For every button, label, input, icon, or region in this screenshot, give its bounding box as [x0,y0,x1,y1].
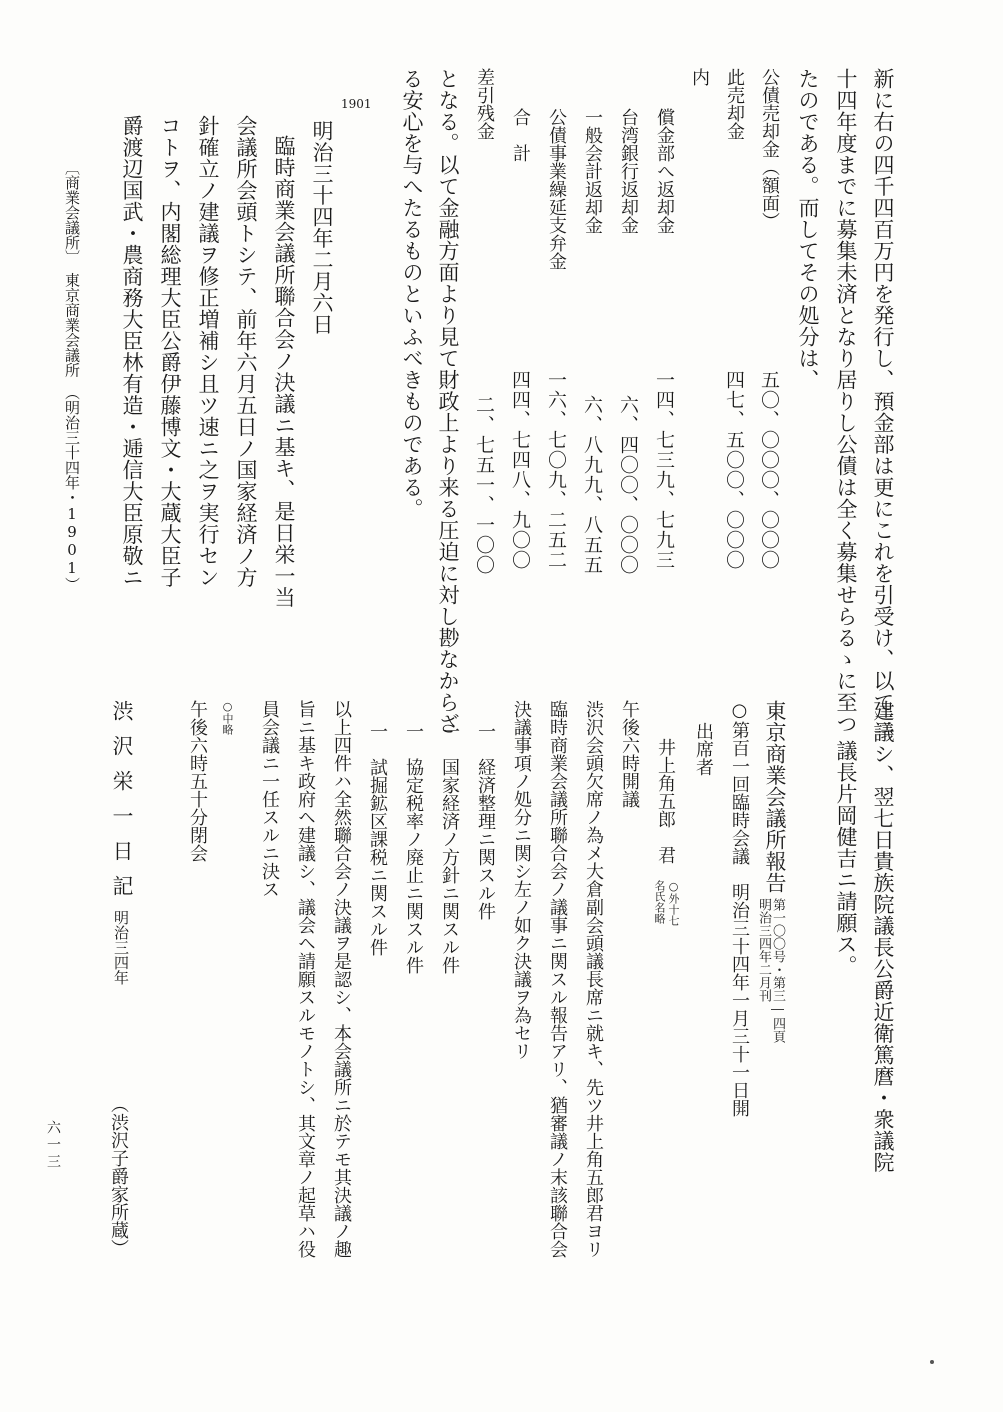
sale-price-amount: 四七、五〇〇、〇〇〇 [723,370,745,570]
diary-year: 明治三四年 [112,910,130,985]
ink-speck [930,1360,934,1364]
minutes-line: 渋沢会頭欠席ノ為メ大倉副会頭議長席ニ就キ、先ツ井上角五郎君ヨリ [583,700,604,1258]
item-amount: 六、四〇〇、〇〇〇 [617,395,639,575]
decision-line: 旨ニ基キ政府ヘ建議シ、議会ヘ請願スルモノトシ、其文章ノ起草ハ役 [295,700,316,1258]
entry-line: 臨時商業会議所聯合会ノ決議ニ基キ、是日栄一当 [272,135,296,608]
continuation-line: 建議シ、翌七日貴族院議長公爵近衛篤麿・衆議院 [871,700,895,1173]
diary-source: （渋沢子爵家所蔵） [108,1095,129,1257]
minutes-line: 決議事項ノ処分ニ関シ左ノ如ク決議ヲ為セリ [511,700,532,1060]
item-amount: 一四、七三九、七九三 [653,370,675,570]
year-marker: 1901 [341,97,372,111]
resolution-item: 一 試掘鉱区課税ニ関スル件 [367,722,388,956]
minutes-line: 臨時商業会議所聯合会ノ議事ニ関スル報告アリ、猶審議ノ末該聯合会 [547,700,568,1258]
decision-line: 員会議ニ一任スルニ決ス [259,700,280,898]
entry-line: コトヲ、内閣総理大臣公爵伊藤博文・大蔵大臣子 [158,115,182,588]
report-date: 明治三四年二月刊 [756,898,771,1002]
omission-note: ○中略 [221,700,234,735]
total-label: 合 計 [510,108,531,162]
item-label: 公債事業繰延支弁金 [546,108,567,270]
resolution-item: 一 経済整理ニ関スル件 [475,722,496,920]
breakdown-label: 内 [689,68,710,86]
body-line: 新に右の四千四百万円を発行し、預金部は更にこれを引受け、以て三 [871,68,895,735]
bond-sale-amount: 五〇、〇〇〇、〇〇〇 [758,370,780,570]
opening-time: 午後六時開議 [619,700,640,808]
item-amount: 六、八九九、八五五 [581,395,603,575]
closing-time: 午後六時五十分閉会 [187,700,208,862]
resolution-item: 一 協定税率ノ廃止ニ関スル件 [403,722,424,974]
resolution-item: 一 国家経済ノ方針ニ関スル件 [439,722,460,974]
item-label: 台湾銀行返却金 [618,108,639,234]
closing-line: る安心を与へたるものといふべきものである。 [400,68,424,520]
page-number: 六一三 [45,1120,61,1171]
diary-title: 渋沢栄一日記 [110,700,134,910]
total-amount: 四四、七四八、九〇〇 [509,370,531,570]
decision-line: 以上四件ハ全然聯合会ノ決議ヲ是認シ、本会議所ニ於テモ其決議ノ趣 [331,700,352,1258]
attendee-name: 井上角五郎 君 [655,738,676,864]
body-line: たのである。而してその処分は、 [796,68,820,391]
closing-line: となる。以て金融方面より見て財政上より来る圧迫に対し尠なからざ [436,68,460,735]
bond-sale-label: 公債売却金（額面） [759,68,780,230]
item-amount: 一六、七〇九、二五二 [545,370,567,570]
report-issue: 第一〇〇号・第三―四頁 [770,898,785,1043]
meeting-line: ○第百一回臨時会議 明治三十四年一月三十一日開 [729,700,750,1117]
balance-amount: 二、七五一、一〇〇 [473,395,495,575]
report-title: 東京商業会議所報告 [763,700,787,894]
source-citation: 〔商業会議所〕 東京商業会議所 （明治三十四年・1901） [63,160,81,592]
entry-line: 針確立ノ建議ヲ修正増補シ且ツ速ニ之ヲ実行セン [196,115,220,588]
sale-price-label: 此売却金 [724,68,745,140]
entry-line: 会議所会頭トシテ、前年六月五日ノ国家経済ノ方 [234,115,258,588]
balance-label: 差引残金 [474,68,495,140]
body-line: 十四年度までに募集未済となり居りし公債は全く募集せらるゝに至つ [834,68,858,735]
attendees-label: 出席者 [693,722,714,776]
entry-line: 爵渡辺国武・農商務大臣林有造・逓信大臣原敬ニ [120,115,144,588]
item-label: 一般会計返却金 [582,108,603,234]
attendee-note: 名氏名略 [653,880,666,924]
continuation-line: 議長片岡健吉ニ請願ス。 [834,740,858,977]
attendee-note: ○外十七 [667,880,680,926]
item-label: 償金部へ返却金 [654,108,675,234]
date-heading: 明治三十四年二月六日 [310,120,334,335]
